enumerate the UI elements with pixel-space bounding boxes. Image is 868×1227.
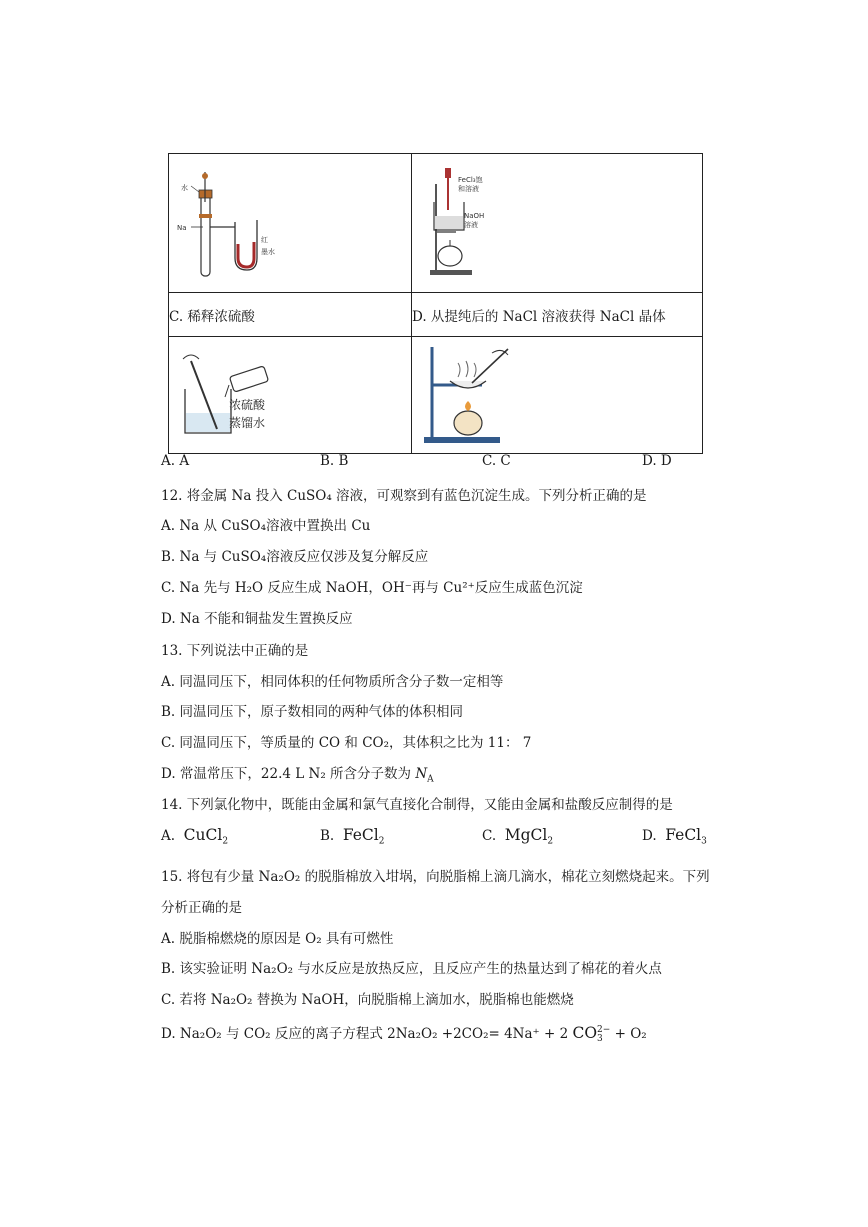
- q14-option-b[interactable]: [320, 826, 384, 847]
- fig-a-label-na: Na: [177, 224, 187, 232]
- q15-option-b[interactable]: B. 该实验证明 Na₂O₂ 与水反应是放热反应，且反应产生的热量达到了棉花的着火点: [161, 961, 662, 977]
- q14-option-a-sub: 2: [222, 836, 229, 847]
- q13-avogadro-sub: A: [427, 774, 434, 785]
- q12-option-d[interactable]: D. Na 不能和铜盐发生置换反应: [161, 611, 353, 627]
- q15-stem-line1: 15. 将包有少量 Na₂O₂ 的脱脂棉放入坩埚，向脱脂棉上滴几滴水，棉花立刻燃烧起来。下列: [161, 869, 710, 885]
- q12-option-b[interactable]: B. Na 与 CuSO₄溶液反应仅涉及复分解反应: [161, 549, 429, 565]
- q15-option-d-tail: + O₂: [610, 1026, 647, 1042]
- figure-c-diagram: [169, 337, 411, 449]
- q15-carbonate-scripts: [597, 1026, 610, 1044]
- q15-option-d[interactable]: [161, 1022, 647, 1044]
- q14-stem: 14. 下列氯化物中，既能由金属和氯气直接化合制得，又能由金属和盐酸反应制得的是: [161, 797, 673, 813]
- q14-option-c-sub: 2: [547, 836, 554, 847]
- q14-option-b-formula: FeCl: [342, 826, 379, 844]
- figure-d-diagram: [412, 337, 702, 449]
- q12-option-c[interactable]: C. Na 先与 H₂O 反应生成 NaOH，OH⁻再与 Cu²⁺反应生成蓝色沉淀: [161, 580, 583, 596]
- q11-options: [0, 453, 868, 473]
- fig-b-label-sat: 和溶液: [458, 185, 479, 193]
- figure-a-diagram: [169, 154, 411, 288]
- q14-option-a-letter: A.: [161, 828, 176, 844]
- q14-option-d-formula: FeCl: [665, 826, 702, 844]
- q15-carbonate-sub: 3: [597, 1033, 603, 1044]
- q15-option-c[interactable]: C. 若将 Na₂O₂ 替换为 NaOH，向脱脂棉上滴加水，脱脂棉也能燃烧: [161, 992, 574, 1008]
- q12-option-a[interactable]: A. Na 从 CuSO₄溶液中置换出 Cu: [161, 518, 371, 534]
- fig-a-label-ink: 墨水: [261, 248, 275, 256]
- q14-option-d-sub: 3: [701, 836, 707, 847]
- q14-option-a[interactable]: [161, 826, 228, 847]
- q11-option-d[interactable]: D. D: [642, 453, 672, 469]
- q14-option-d[interactable]: [642, 826, 707, 847]
- q13-option-d[interactable]: [161, 762, 434, 785]
- q14-option-d-letter: D.: [642, 828, 657, 844]
- figure-d-cell: [412, 337, 703, 454]
- fig-c-label-water: 蒸馏水: [229, 416, 266, 430]
- fig-b-label-solution: 溶液: [464, 221, 478, 229]
- figure-b-cell: [412, 154, 703, 293]
- fig-b-label-naoh: NaOH: [464, 212, 485, 220]
- fig-a-label-water: 水: [181, 184, 188, 192]
- q15-option-a[interactable]: A. 脱脂棉燃烧的原因是 O₂ 具有可燃性: [161, 931, 394, 947]
- q11-option-a[interactable]: A. A: [161, 453, 190, 469]
- q14-option-c-formula: MgCl: [504, 826, 548, 844]
- q14-option-c[interactable]: [482, 826, 553, 847]
- fig-b-label-fecl3: FeCl₃饱: [458, 176, 483, 184]
- fig-a-label-red: 红: [261, 236, 268, 244]
- q13-option-c[interactable]: C. 同温同压下，等质量的 CO 和 CO₂，其体积之比为 11： 7: [161, 735, 532, 751]
- q15-carbonate-charge: 2−: [597, 1024, 611, 1035]
- q13-option-b[interactable]: B. 同温同压下，原子数相同的两种气体的体积相同: [161, 704, 464, 720]
- fig-c-label-acid: 浓硫酸: [229, 398, 266, 412]
- q13-stem: 13. 下列说法中正确的是: [161, 643, 309, 659]
- q15-carbonate: CO: [572, 1024, 598, 1042]
- q11-option-b[interactable]: B. B: [320, 453, 349, 469]
- q15-stem-line2: 分析正确的是: [161, 900, 242, 916]
- q12-stem: 12. 将金属 Na 投入 CuSO₄ 溶液，可观察到有蓝色沉淀生成。下列分析正确的是: [161, 488, 647, 504]
- q14-option-c-letter: C.: [482, 828, 497, 844]
- q15-option-d-text: D. Na₂O₂ 与 CO₂ 反应的离子方程式 2Na₂O₂ +2CO₂= 4Na⁺ + 2: [161, 1026, 573, 1042]
- apparatus-table: [168, 153, 703, 454]
- figure-b-diagram: [412, 154, 702, 288]
- q14-option-b-sub: 2: [378, 836, 385, 847]
- q13-option-a[interactable]: A. 同温同压下，相同体积的任何物质所含分子数一定相等: [161, 674, 504, 690]
- q13-avogadro-symbol: N: [415, 766, 428, 782]
- figure-c-cell: [169, 337, 412, 454]
- q14-option-a-formula: CuCl: [183, 826, 223, 844]
- q13-option-d-text: D. 常温常压下，22.4 L N₂ 所含分子数为: [161, 766, 416, 782]
- figure-a-cell: [169, 154, 412, 293]
- option-d-label: D. 从提纯后的 NaCl 溶液获得 NaCl 晶体: [412, 293, 703, 337]
- q11-option-c[interactable]: C. C: [482, 453, 511, 469]
- q14-option-b-letter: B.: [320, 828, 335, 844]
- option-c-label: C. 稀释浓硫酸: [169, 293, 412, 337]
